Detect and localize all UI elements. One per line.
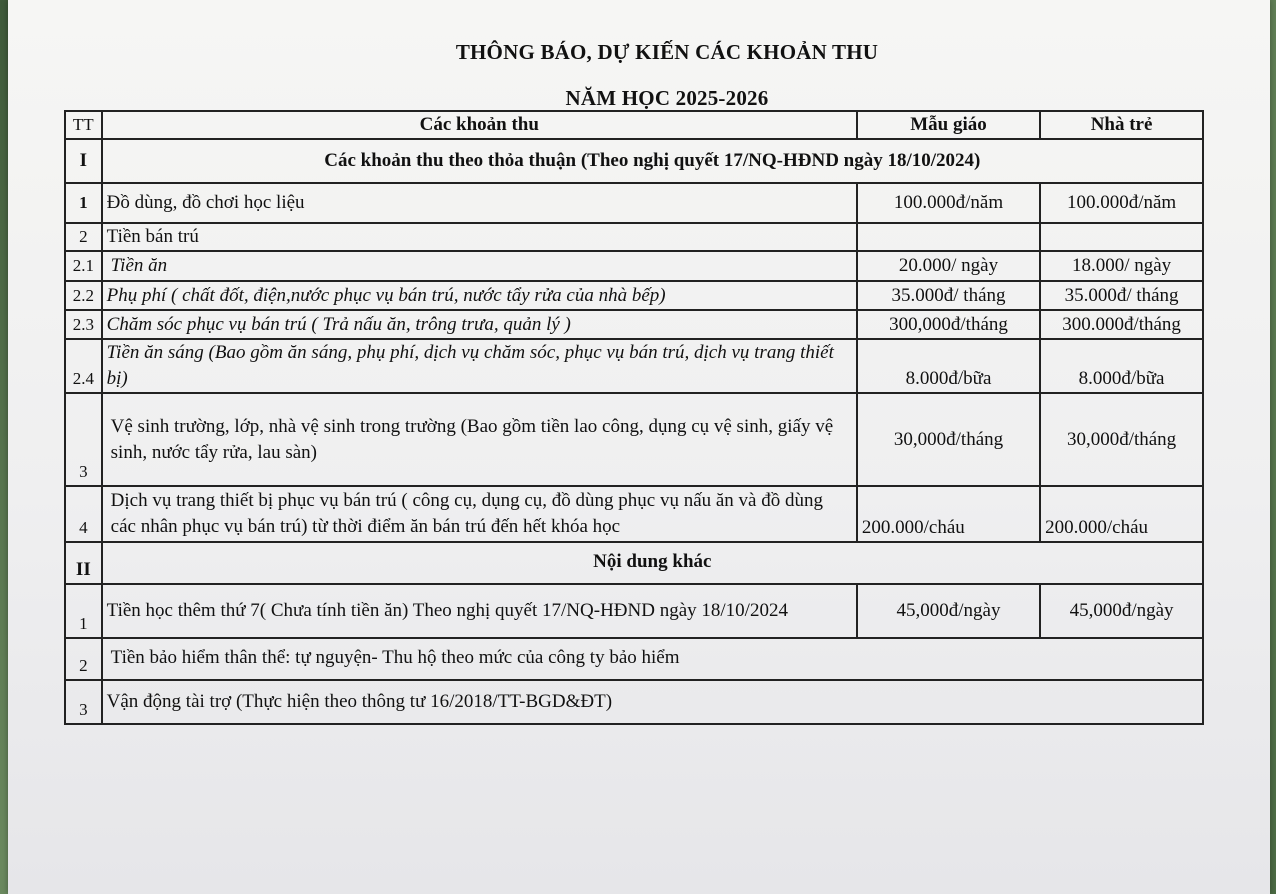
row-item: Chăm sóc phục vụ bán trú ( Trả nấu ăn, trông trưa, quản lý )	[102, 310, 857, 339]
document-title: THÔNG BÁO, DỰ KIẾN CÁC KHOẢN THU	[455, 40, 879, 64]
row-nha-tre: 18.000/ ngày	[1040, 251, 1203, 281]
row-mau-giao: 200.000/cháu	[857, 486, 1040, 542]
row-item: Vệ sinh trường, lớp, nhà vệ sinh trong trường (Bao gồm tiền lao công, dụng cụ vệ sinh, giấy vệ sinh, nước tẩy rửa, lau sàn)	[102, 393, 857, 486]
row-tt: 2.4	[65, 339, 102, 393]
row-nha-tre	[1040, 223, 1203, 251]
row-tt: 2.1	[65, 251, 102, 281]
row-mau-giao: 100.000đ/năm	[857, 183, 1040, 223]
row-tt: 3	[65, 680, 102, 724]
row-tt: 1	[65, 584, 102, 638]
row-nha-tre: 200.000/cháu	[1040, 486, 1203, 542]
row-item: Tiền học thêm thứ 7( Chưa tính tiền ăn) Theo nghị quyết 17/NQ-HĐND ngày 18/10/2024	[102, 584, 857, 638]
row-nha-tre: 30,000đ/tháng	[1040, 393, 1203, 486]
table-row	[65, 486, 1203, 542]
row-nha-tre: 300.000đ/tháng	[1040, 310, 1203, 339]
table-row	[65, 638, 1203, 680]
section-row	[65, 542, 1203, 584]
row-tt: 2.3	[65, 310, 102, 339]
table-row	[65, 223, 1203, 251]
table-row	[65, 310, 1203, 339]
row-tt: 3	[65, 393, 102, 486]
table-row	[65, 680, 1203, 724]
fee-table	[64, 110, 1204, 725]
row-nha-tre: 45,000đ/ngày	[1040, 584, 1203, 638]
document-subtitle: NĂM HỌC 2025-2026	[565, 86, 769, 110]
table-row	[65, 251, 1203, 281]
section-title: Nội dung khác	[102, 542, 1203, 584]
header-nha-tre: Nhà trẻ	[1040, 111, 1203, 139]
section-tt: I	[65, 139, 102, 183]
row-mau-giao: 8.000đ/bữa	[857, 339, 1040, 393]
row-item: Tiền bán trú	[102, 223, 857, 251]
row-tt: 2.2	[65, 281, 102, 310]
row-mau-giao: 35.000đ/ tháng	[857, 281, 1040, 310]
section-row	[65, 139, 1203, 183]
row-tt: 2	[65, 638, 102, 680]
row-nha-tre: 8.000đ/bữa	[1040, 339, 1203, 393]
header-tt: TT	[65, 111, 102, 139]
row-mau-giao: 45,000đ/ngày	[857, 584, 1040, 638]
row-item: Phụ phí ( chất đốt, điện,nước phục vụ bán trú, nước tẩy rửa của nhà bếp)	[102, 281, 857, 310]
header-mau-giao: Mẫu giáo	[857, 111, 1040, 139]
paper-sheet	[8, 0, 1270, 894]
row-mau-giao	[857, 223, 1040, 251]
table-row	[65, 281, 1203, 310]
row-mau-giao: 20.000/ ngày	[857, 251, 1040, 281]
table-row	[65, 183, 1203, 223]
section-title: Các khoản thu theo thỏa thuận (Theo nghị quyết 17/NQ-HĐND ngày 18/10/2024)	[102, 139, 1203, 183]
row-item: Tiền bảo hiểm thân thể: tự nguyện- Thu hộ theo mức của công ty bảo hiểm	[102, 638, 1203, 680]
row-item: Vận động tài trợ (Thực hiện theo thông tư 16/2018/TT-BGD&ĐT)	[102, 680, 1203, 724]
row-item: Đồ dùng, đồ chơi học liệu	[102, 183, 857, 223]
header-item: Các khoản thu	[102, 111, 857, 139]
row-item: Tiền ăn	[102, 251, 857, 281]
row-tt: 2	[65, 223, 102, 251]
row-nha-tre: 100.000đ/năm	[1040, 183, 1203, 223]
table-row	[65, 584, 1203, 638]
table-row	[65, 339, 1203, 393]
section-tt: II	[65, 542, 102, 584]
row-tt: 4	[65, 486, 102, 542]
row-item: Tiền ăn sáng (Bao gồm ăn sáng, phụ phí, dịch vụ chăm sóc, phục vụ bán trú, dịch vụ trang thiết bị)	[102, 339, 857, 393]
table-header-row	[65, 111, 1203, 139]
row-mau-giao: 30,000đ/tháng	[857, 393, 1040, 486]
row-item: Dịch vụ trang thiết bị phục vụ bán trú ( công cụ, dụng cụ, đồ dùng phục vụ nấu ăn và đồ dùng các nhân phục vụ bán trú) từ thời điểm ăn bán trú đến hết khóa học	[102, 486, 857, 542]
row-nha-tre: 35.000đ/ tháng	[1040, 281, 1203, 310]
row-mau-giao: 300,000đ/tháng	[857, 310, 1040, 339]
table-row	[65, 393, 1203, 486]
row-tt: 1	[65, 183, 102, 223]
